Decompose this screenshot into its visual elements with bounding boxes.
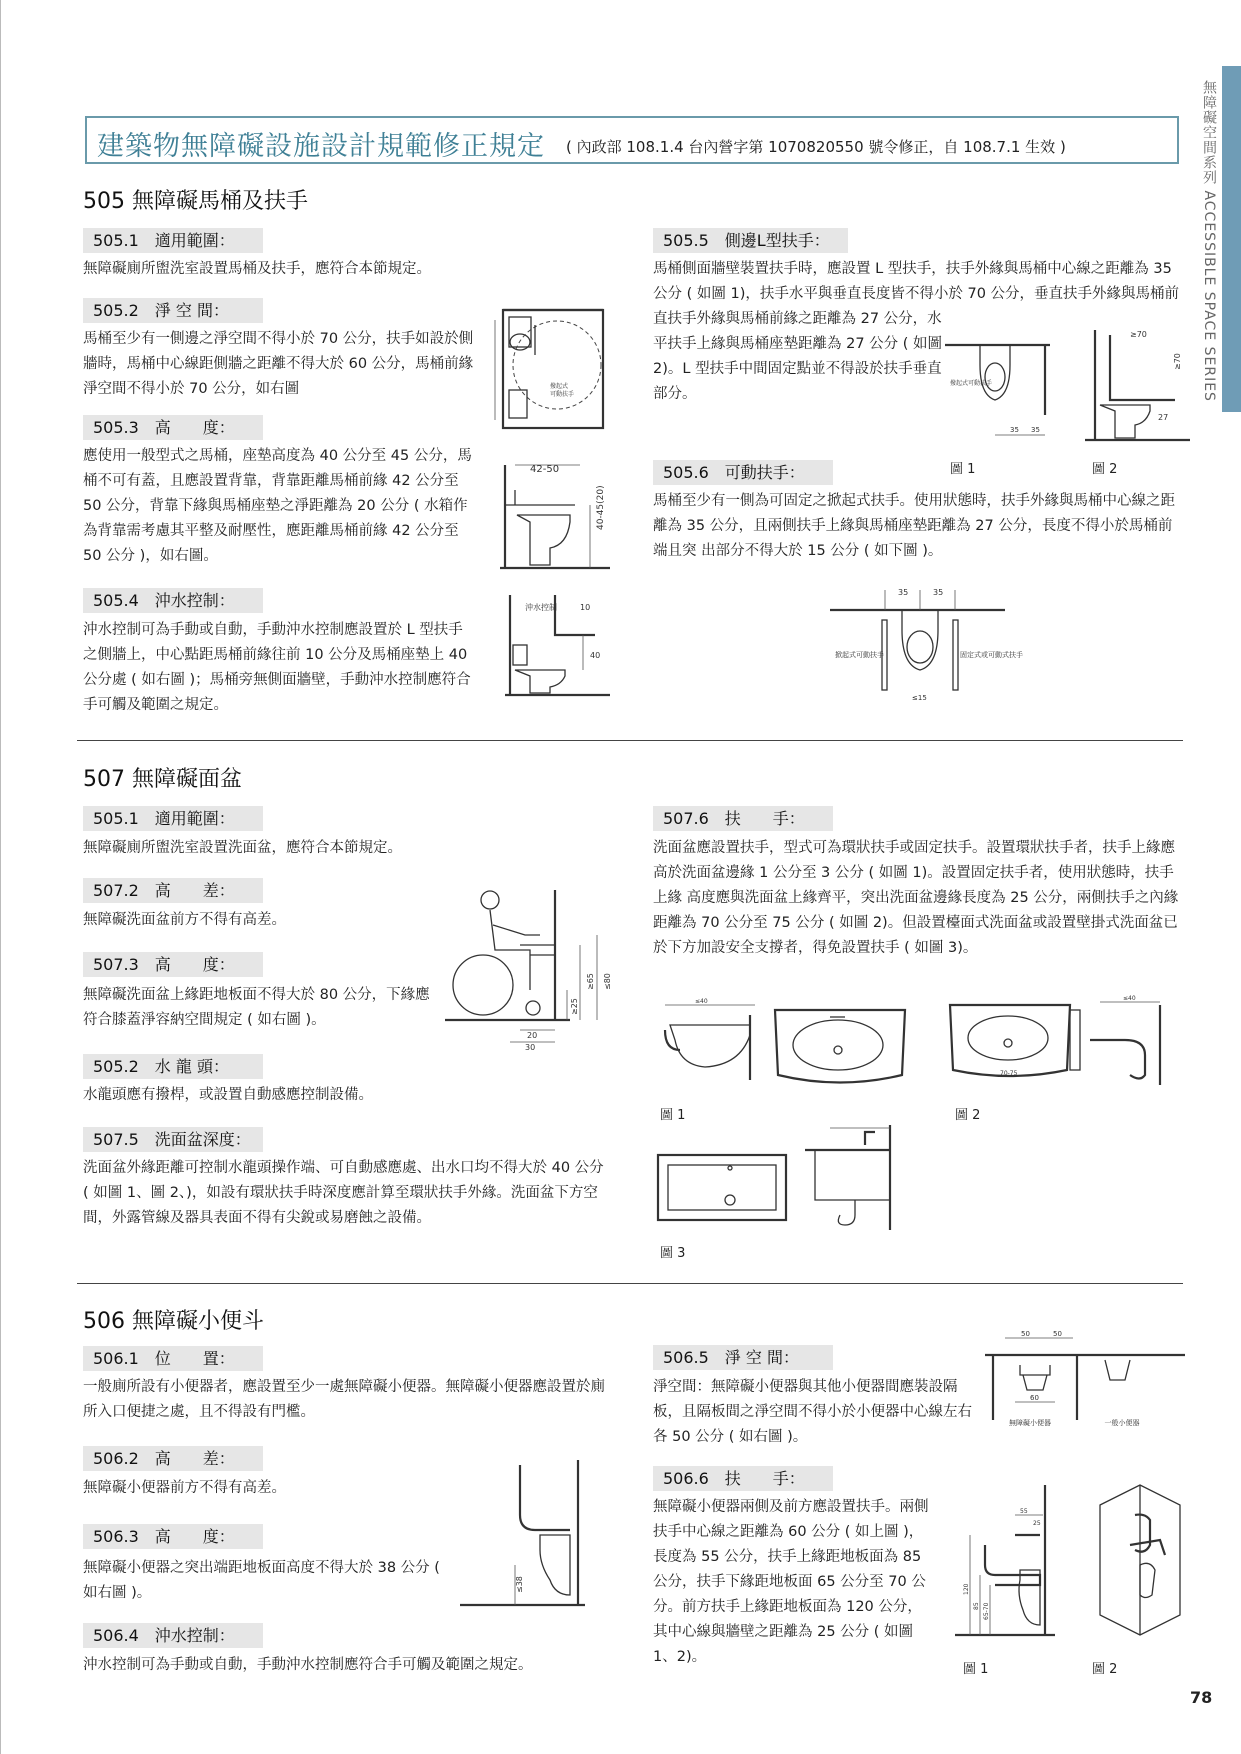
l-dim-1: ≥70 (1130, 330, 1147, 339)
flush-control-drawing (505, 590, 615, 705)
section-506-2-header: 506.2 高 差： (83, 1446, 263, 1471)
section-506-title: 506 無障礙小便斗 (83, 1309, 264, 1334)
movable-handrail-drawing (830, 585, 1023, 710)
section-506-1-text: 一般廁所設有小便器者，應設置至少一處無障礙小便器。無障礙小便器應設置於廁所入口便捷之處，且不得設有門檻。 (83, 1379, 605, 1420)
page-edge-line (0, 0, 1, 1754)
mov-right-label: 固定式或可動式扶手 (960, 651, 1023, 659)
r1-label: 55 (1020, 1508, 1028, 1515)
flush-dim-2: 40 (590, 651, 601, 660)
w1-label: ≤40 (695, 998, 708, 1005)
fig1-label-506: 圖 1 (963, 1662, 989, 1677)
h1-label: ≤80 (603, 973, 612, 990)
section-505-3-text: 應使用一般型式之馬桶，座墊高度為 40 公分至 45 公分，馬桶不可有蓋，且應設置背靠，背靠距離馬桶前緣 42 公分至 50 公分，背靠下緣與馬桶座墊之淨距離為 20 公分 ( 水箱作為背靠需考慮其平整及耐壓性，應距離馬桶前緣 42 公分至 50 公分 )，如右圖。 (83, 448, 472, 564)
section-505-2-header: 505.2 淨 空 間： (83, 298, 263, 323)
page-title: 建築物無障礙設施設計規範修正規定 (97, 131, 545, 162)
section-505-3-header: 505.3 高 度： (83, 415, 263, 440)
l-dim-4: 35 (1010, 426, 1019, 434)
section-506-6-text: 無障礙小便器兩側及前方應設置扶手。兩側扶手中心線之距離為 60 公分 ( 如上圖 )，長度為 55 公分，扶手上緣距地板面為 85 公分，扶手下緣距地板面 65 公分至 70 公分。前方扶手上緣距地板面為 120 公分，其中心線與牆壁之距離為 25 公分 ( 如圖 1、2)。 (653, 1499, 929, 1665)
section-506-4-header: 506.4 沖水控制： (83, 1623, 263, 1648)
section-506-2-text: 無障礙小便器前方不得有高差。 (83, 1480, 286, 1496)
p3-label: 60 (1030, 1394, 1039, 1402)
section-505-4-text: 沖水控制可為手動或自動，手動沖水控制應設置於 L 型扶手之側牆上，中心點距馬桶前緣往前 10 公分及馬桶座墊上 40 公分處 ( 如右圖 )；馬桶旁無側面牆壁，手動沖水控制應符合手可觸及範圍之規定。 (83, 622, 471, 713)
section-505-2-text: 馬桶至少有一側邊之淨空間不得小於 70 公分，扶手如設於側牆時，馬桶中心線距側牆之距離不得大於 60 公分，馬桶前緣淨空間不得小於 70 公分，如右圖 (83, 331, 474, 397)
l-dim-5: 35 (1031, 426, 1040, 434)
h2-label: ≥65 (586, 973, 595, 990)
wheelchair-washbasin-drawing (445, 890, 620, 1050)
urinal-partition-drawing (985, 1330, 1185, 1445)
fig2-label-506: 圖 2 (1092, 1662, 1118, 1677)
mov-left-label: 掀起式可動扶手 (835, 651, 884, 659)
section-507-1-text: 無障礙廁所盥洗室設置洗面盆，應符合本節規定。 (83, 840, 402, 856)
section-507-4-header: 505.2 水 龍 頭： (83, 1054, 263, 1079)
section-507-4-text: 水龍頭應有撥桿，或設置自動感應控制設備。 (83, 1087, 373, 1103)
section-507-5-header: 507.5 洗面盆深度： (83, 1127, 263, 1152)
l-dim-2: ≥70 (1173, 353, 1182, 370)
l-dim-3: 27 (1158, 413, 1169, 422)
section-506-4-text: 沖水控制可為手動或自動，手動沖水控制應符合手可觸及範圍之規定。 (83, 1657, 533, 1673)
seat-height-drawing (495, 460, 615, 575)
series-label: 無障礙空間系列 ACCESSIBLE SPACE SERIES (1201, 80, 1217, 402)
r4-label: 85 (973, 1602, 980, 1610)
section-505-6-text: 馬桶至少有一側為可固定之掀起式扶手。使用狀態時，扶手外緣與馬桶中心線之距離為 35 公分，且兩側扶手上緣與馬桶座墊距離為 27 公分，長度不得小於馬桶前端且突 出部分不得大於 15 公分 ( 如下圖 )。 (653, 493, 1175, 559)
sink-fig3-drawing (650, 1120, 900, 1230)
page-number: 78 (1190, 1688, 1213, 1707)
section-507-2-header: 507.2 高 差： (83, 878, 263, 903)
sink-fig1-plan (770, 1005, 910, 1095)
flush-label: 沖水控制 (525, 603, 557, 612)
acc-urinal-label: 無障礙小便器 (1009, 1419, 1051, 1427)
section-505-1-header: 505.1 適用範圍： (83, 228, 263, 253)
mov-dim-2: 35 (933, 588, 944, 597)
fig1-label-505: 圖 1 (950, 462, 976, 477)
fig2-label-507: 圖 2 (955, 1108, 981, 1123)
p1-label: 50 (1021, 1330, 1030, 1338)
u1-label: ≤38 (515, 1576, 524, 1593)
seat-dim-label: 42-50 (530, 464, 560, 475)
section-505-5-text-cont: 直扶手外緣與馬桶前緣之距離為 27 公分，水平扶手上緣與馬桶座墊距離為 27 公分 ( 如圖 2)。L 型扶手中間固定點並不得設於扶手垂直部分。 (653, 311, 943, 402)
section-505-1-text: 無障礙廁所盥洗室設置馬桶及扶手，應符合本節規定。 (83, 261, 431, 277)
r2-label: 25 (1033, 1520, 1041, 1527)
section-506-3-text: 無障礙小便器之突出端距地板面高度不得大於 38 公分 ( 如右圖 )。 (83, 1560, 440, 1601)
std-urinal-label: 一般小便器 (1104, 1419, 1140, 1427)
mov-dim-1: 35 (898, 588, 909, 597)
p2-label: 50 (1053, 1330, 1062, 1338)
urinal-handrail-perspective (1090, 1485, 1190, 1645)
section-507-3-header: 507.3 高 度： (83, 952, 263, 977)
sidebar-accent-bar (1222, 66, 1241, 412)
flush-dim-1: 10 (580, 603, 591, 612)
section-506-1-header: 506.1 位 置： (83, 1346, 263, 1371)
clear-space-plan-drawing (495, 305, 610, 435)
section-507-3-text: 無障礙洗面盆上緣距地板面不得大於 80 公分，下緣應符合膝蓋淨容納空間規定 ( 如右圖 )。 (83, 987, 430, 1028)
section-506-3-header: 506.3 高 度： (83, 1524, 263, 1549)
divider-1 (77, 740, 1183, 741)
fig3-label-507: 圖 3 (660, 1246, 686, 1261)
section-506-5-header: 506.5 淨 空 間： (653, 1345, 833, 1370)
sink-fig2-drawing (945, 995, 1175, 1095)
section-507-6-text: 洗面盆應設置扶手，型式可為環狀扶手或固定扶手。設置環狀扶手者，扶手上緣應高於洗面盆邊緣 1 公分至 3 公分 ( 如圖 1)。設置固定扶手者，使用狀態時，扶手上緣 高度應與洗面盆上緣齊平，突出洗面盆邊緣長度為 25 公分，兩側扶手之內緣距離為 70 公分至 75 公分 ( 如圖 2)。但設置檯面式洗面盆或設置壁掛式洗面盆已於下方加設安全支撐者，得免設置扶手 ( 如圖 3)。 (653, 840, 1179, 956)
fig1-label-507: 圖 1 (660, 1108, 686, 1123)
mov-dim-3: ≤15 (912, 694, 927, 702)
section-505-6-header: 505.6 可動扶手： (653, 460, 833, 485)
sink-fig1-section (650, 995, 765, 1085)
w3-label: ≤40 (1123, 995, 1136, 1002)
section-505-4-header: 505.4 沖水控制： (83, 588, 263, 613)
section-507-2-text: 無障礙洗面盆前方不得有高差。 (83, 912, 286, 928)
urinal-handrail-elevation (955, 1485, 1065, 1645)
section-506-6-header: 506.6 扶 手： (653, 1466, 833, 1491)
urinal-height-drawing (460, 1455, 600, 1615)
section-505-5-header: 505.5 側邊L型扶手： (653, 228, 848, 253)
svg-text:撥起式: 撥起式 (550, 383, 569, 390)
page-subtitle: ( 內政部 108.1.4 台內營字第 1070820550 號令修正，自 108.7.1 生效 ) (566, 138, 1066, 156)
l-handrail-elevation-drawing (1080, 325, 1190, 455)
r3-label: 120 (963, 1583, 970, 1595)
section-507-1-header: 505.1 適用範圍： (83, 806, 263, 831)
section-506-5-text: 淨空間：無障礙小便器與其他小便器間應裝設隔板，且隔板間之淨空間不得小於小便器中心線左右各 50 公分 ( 如右圖 )。 (653, 1379, 972, 1445)
fig2-label-505: 圖 2 (1092, 462, 1118, 477)
section-507-title: 507 無障礙面盆 (83, 767, 242, 792)
r5-label: 65-70 (983, 1602, 990, 1620)
l-label: 撥起式可動扶手 (950, 380, 993, 387)
w2-label: 70-75 (1000, 1070, 1018, 1077)
section-505-5-text: 馬桶側面牆壁裝置扶手時，應設置 L 型扶手，扶手外緣與馬桶中心線之距離為 35 公分 ( 如圖 1)，扶手水平與垂直長度皆不得小於 70 公分，垂直扶手外緣與馬桶前 (653, 261, 1180, 302)
section-507-6-header: 507.6 扶 手： (653, 806, 833, 831)
svg-text:可動扶手: 可動扶手 (550, 391, 575, 398)
height-dim-label: 40-45(20) (596, 485, 606, 530)
divider-2 (77, 1283, 1183, 1284)
section-507-5-text: 洗面盆外緣距離可控制水龍頭操作端、可自動感應處、出水口均不得大於 40 公分 ( 如圖 1、圖 2、)，如設有環狀扶手時深度應計算至環狀扶手外緣。洗面盆下方空間，外露管線及器具表面不得有尖銳或易磨蝕之設備。 (83, 1160, 604, 1226)
d2-label: 30 (525, 1043, 536, 1052)
l-handrail-plan-drawing (945, 325, 1055, 455)
d1-label: 20 (527, 1031, 538, 1040)
section-505-title: 505 無障礙馬桶及扶手 (83, 189, 308, 214)
h3-label: ≥25 (570, 998, 579, 1015)
